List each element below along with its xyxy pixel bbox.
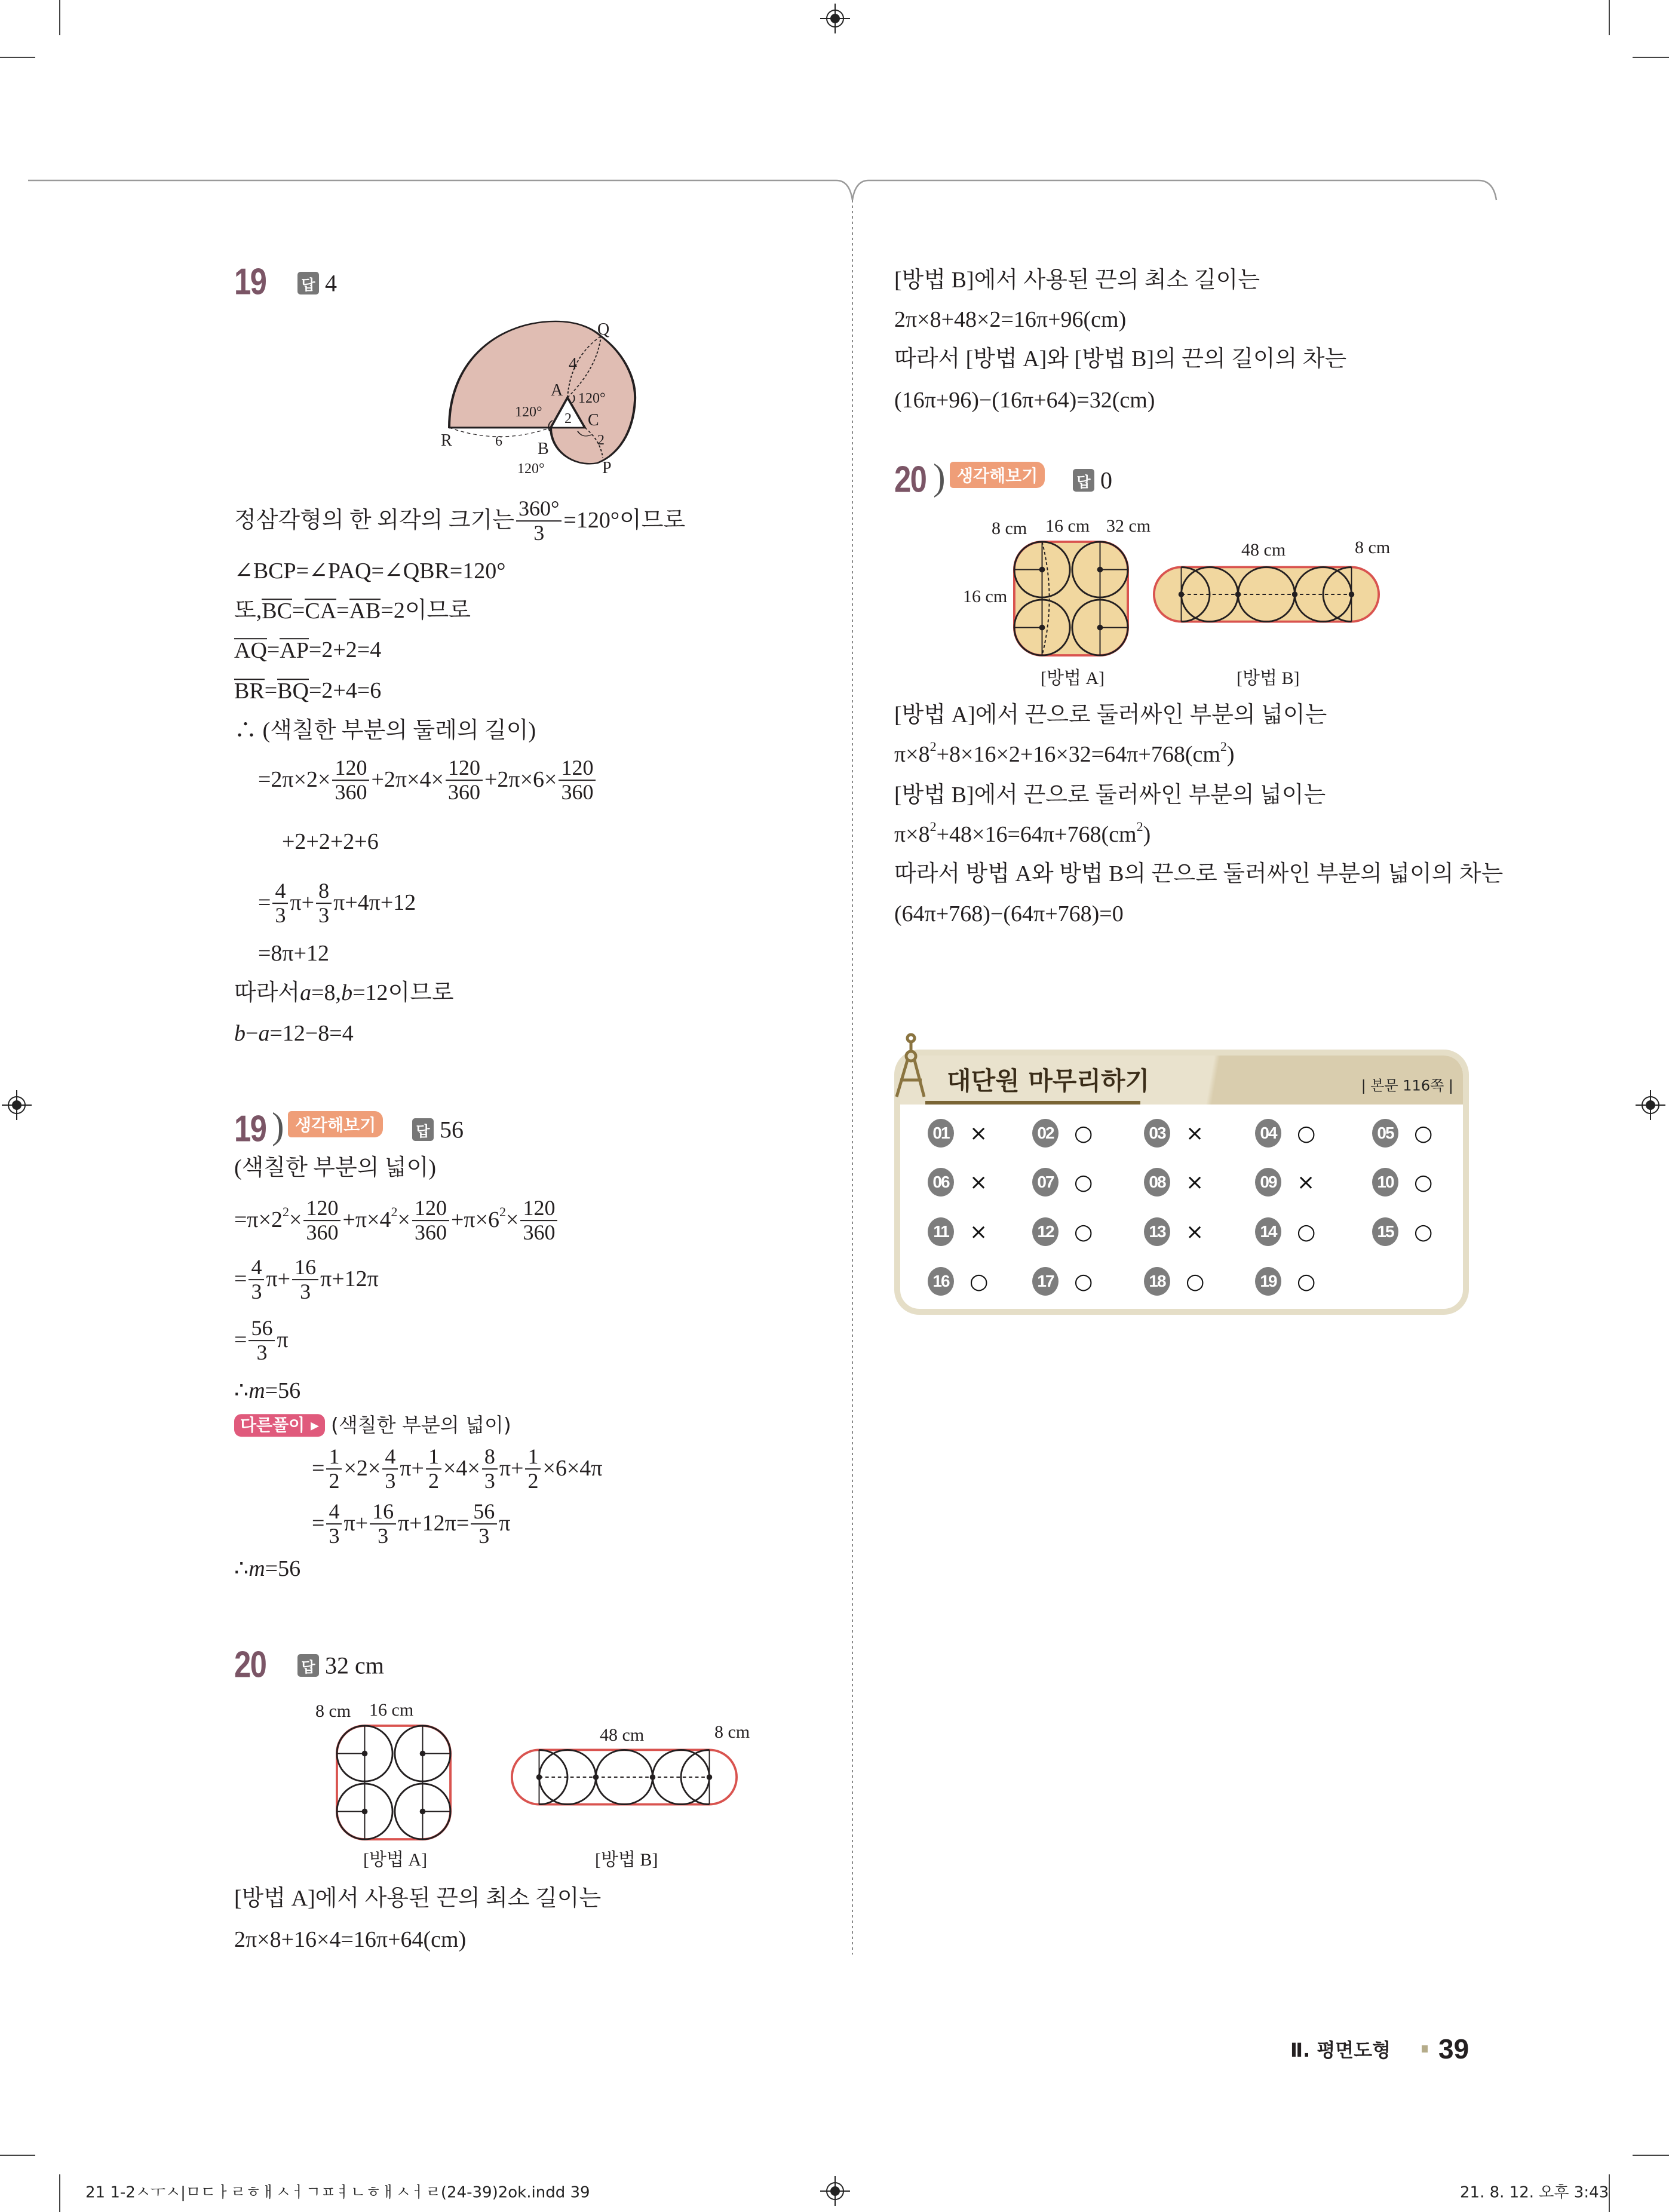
page-number: 39 <box>1438 2033 1469 2064</box>
fraction <box>303 1196 340 1244</box>
math-text: +2+2+2+6 <box>282 829 379 855</box>
math-text: π+ <box>343 1511 369 1536</box>
superscript: 2 <box>1136 818 1143 834</box>
review-item-number: 11 <box>928 1217 954 1246</box>
math-text: +2π×6× <box>484 767 557 793</box>
fraction <box>482 1445 498 1493</box>
segment-overline: AP <box>280 638 309 664</box>
answer-value: 4 <box>325 269 337 297</box>
math-text: ∴ (색칠한 부분의 둘레의 길이) <box>234 718 536 744</box>
review-answer-item <box>1144 1267 1204 1296</box>
review-answer-item <box>1144 1217 1204 1246</box>
circle-mark-icon: ○ <box>1414 1170 1433 1195</box>
review-item-number: 05 <box>1372 1119 1398 1148</box>
fraction <box>525 1445 541 1493</box>
dimension-label: 16 cm <box>1045 516 1090 536</box>
method-b-diagram <box>511 1747 738 1808</box>
math-text: 따라서 방법 A와 방법 B의 끈으로 둘러싸인 부분의 넓이의 차는 <box>894 861 1504 887</box>
fraction-numerator: 16 <box>370 1500 396 1524</box>
figure-label-angle-b: 120° <box>515 404 542 420</box>
circle-mark-icon: ○ <box>1414 1121 1433 1146</box>
math-text: +8×16×2+16×32=64π+768(cm <box>936 742 1220 768</box>
review-answer-item <box>1372 1217 1432 1246</box>
diagram-caption: [방법 A] <box>363 1850 428 1870</box>
math-text: ×2× <box>343 1456 381 1481</box>
math-text: = <box>292 598 305 624</box>
fraction-denominator: 3 <box>533 521 545 545</box>
solution-line <box>234 1885 601 1913</box>
fraction-numerator: 120 <box>332 756 369 781</box>
fraction <box>248 1256 264 1303</box>
solution-line <box>894 702 1327 729</box>
fraction-numerator: 8 <box>316 879 332 904</box>
variable: b <box>234 1021 246 1047</box>
dimension-label: 16 cm <box>369 1700 414 1720</box>
variable: b <box>341 980 353 1006</box>
cross-mark-icon: × <box>1186 1170 1204 1195</box>
review-item-number: 19 <box>1255 1267 1281 1296</box>
review-item-number: 12 <box>1032 1217 1059 1246</box>
math-text: = <box>234 1327 247 1353</box>
math-text: =2이므로 <box>381 598 471 624</box>
fraction <box>370 1500 396 1548</box>
review-answer-item <box>1032 1119 1093 1148</box>
fraction-denominator: 3 <box>251 1280 262 1303</box>
math-text: π+12π= <box>398 1511 470 1536</box>
fraction-denominator: 360 <box>523 1220 556 1244</box>
fraction-numerator: 16 <box>292 1256 318 1280</box>
variable: a <box>300 980 312 1006</box>
solution-line <box>258 756 597 804</box>
fraction-numerator: 120 <box>303 1196 340 1221</box>
question-number: 20 <box>234 1644 266 1686</box>
solution-line <box>234 1926 466 1954</box>
solution-line <box>234 1377 300 1405</box>
fraction-numerator: 120 <box>520 1196 557 1221</box>
review-title: 대단원 마무리하기 <box>947 1066 1150 1096</box>
review-answer-item <box>928 1168 987 1196</box>
solution-line <box>234 677 381 705</box>
figure-label-angle-c: 120° <box>517 461 545 477</box>
segment-overline: BC <box>262 599 292 624</box>
dimension-label: 32 cm <box>1106 516 1151 536</box>
compass-icon <box>894 1032 930 1099</box>
dimension-label: 8 cm <box>315 1701 351 1721</box>
math-text: (16π+96)−(16π+64)=32(cm) <box>894 388 1155 413</box>
review-item-number: 16 <box>928 1267 954 1296</box>
fraction-denominator: 3 <box>318 903 330 927</box>
review-item-number: 09 <box>1255 1168 1281 1196</box>
circle-mark-icon: ○ <box>1074 1219 1093 1244</box>
circle-mark-icon: ○ <box>1074 1269 1093 1294</box>
review-item-number: 14 <box>1255 1217 1281 1246</box>
math-text: [방법 A]에서 사용된 끈의 최소 길이는 <box>234 1886 602 1912</box>
fraction-numerator: 8 <box>482 1445 498 1469</box>
math-text: × <box>506 1207 519 1233</box>
fraction-denominator: 3 <box>329 1524 340 1548</box>
circle-mark-icon: ○ <box>1297 1219 1316 1244</box>
fraction <box>272 879 288 927</box>
segment-overline: CA <box>305 599 337 624</box>
think-badge: 생각해보기 <box>288 1111 383 1137</box>
review-answer-item <box>1032 1267 1093 1296</box>
fraction <box>316 879 332 927</box>
answer-badge: 답 <box>297 272 319 294</box>
math-text: π×8 <box>894 822 930 848</box>
solution-line <box>258 879 416 927</box>
fraction-numerator: 120 <box>412 1196 449 1221</box>
answer-value: 56 <box>440 1116 464 1143</box>
math-text: π <box>499 1511 511 1536</box>
review-answer-item <box>1032 1217 1093 1246</box>
review-title-underline <box>925 1101 1140 1105</box>
circle-mark-icon: ○ <box>1297 1121 1316 1146</box>
review-page-reference: | 본문 116쪽 | <box>1361 1077 1453 1094</box>
review-answer-item <box>1255 1267 1315 1296</box>
math-text: (색칠한 부분의 넓이) <box>331 1413 511 1437</box>
math-text: +2π×4× <box>371 767 444 793</box>
math-text: [방법 B]에서 사용된 끈의 최소 길이는 <box>894 268 1260 293</box>
circle-mark-icon: ○ <box>1186 1269 1205 1294</box>
solution-line <box>234 1020 354 1048</box>
print-slug-time: 21. 8. 12. 오후 3:43 <box>1460 2183 1609 2202</box>
solution-line <box>894 738 1235 769</box>
circle-mark-icon: ○ <box>1074 1121 1093 1146</box>
math-text: = <box>312 1456 325 1481</box>
separator-square <box>1422 2045 1428 2053</box>
bracket-decoration: ) <box>272 1106 284 1147</box>
math-text: ) <box>1143 822 1151 848</box>
method-a-diagram <box>336 1724 452 1841</box>
math-text: = <box>234 1266 247 1292</box>
fraction-denominator: 360 <box>561 780 594 804</box>
figure-label-q: Q <box>597 320 610 339</box>
fraction <box>516 497 562 545</box>
alternative-solution-badge: 다른풀이 ▸ <box>234 1414 325 1437</box>
fraction-numerator: 4 <box>382 1445 398 1469</box>
circle-mark-icon: ○ <box>970 1269 989 1294</box>
math-text: (색칠한 부분의 넓이) <box>234 1155 436 1181</box>
fraction <box>382 1445 398 1493</box>
chapter-review-box <box>894 1050 1469 1315</box>
math-text: = <box>266 637 280 663</box>
fraction-numerator: 120 <box>446 756 483 781</box>
answer-badge: 답 <box>297 1654 319 1677</box>
superscript: 2 <box>283 1204 290 1219</box>
fraction-denominator: 2 <box>527 1469 539 1493</box>
answer-value: 32 cm <box>325 1652 384 1679</box>
solution-line <box>894 267 1260 294</box>
math-text: =2+2=4 <box>308 637 382 663</box>
review-item-number: 07 <box>1032 1168 1059 1196</box>
review-item-number: 01 <box>928 1119 954 1148</box>
math-text: =12−8=4 <box>269 1021 354 1047</box>
circle-mark-icon: ○ <box>1074 1170 1093 1195</box>
solution-line <box>894 306 1126 334</box>
math-text: +48×16=64π+768(cm <box>936 822 1137 848</box>
fraction-numerator: 120 <box>559 756 596 781</box>
math-text: π+ <box>290 890 315 916</box>
fraction-denominator: 3 <box>256 1340 268 1364</box>
question-number: 20 <box>894 459 926 501</box>
solution-line <box>234 1317 289 1364</box>
segment-overline: AB <box>349 599 381 624</box>
math-text: 정삼각형의 한 외각의 크기는 <box>234 508 514 533</box>
math-text: [방법 A]에서 끈으로 둘러싸인 부분의 넓이는 <box>894 702 1327 728</box>
math-text: π+ <box>266 1266 291 1292</box>
dimension-label: 48 cm <box>1241 540 1286 560</box>
math-text: =8, <box>311 980 342 1006</box>
solution-line <box>312 1500 510 1548</box>
variable: a <box>258 1021 270 1047</box>
math-text: =56 <box>265 1556 301 1582</box>
variable: m <box>248 1556 265 1582</box>
cross-mark-icon: × <box>1186 1121 1204 1146</box>
fraction <box>292 1256 318 1303</box>
segment-overline: BQ <box>277 679 309 704</box>
think-badge: 생각해보기 <box>950 462 1045 488</box>
figure-label-c: C <box>588 411 599 429</box>
math-text: = <box>264 678 278 704</box>
math-text: × <box>397 1207 410 1233</box>
math-text: ∴ <box>234 1378 249 1404</box>
solution-line <box>234 558 506 585</box>
dimension-label: 48 cm <box>600 1725 645 1745</box>
answer-badge: 답 <box>412 1118 434 1141</box>
solution-line <box>234 717 536 745</box>
answer-value: 0 <box>1100 467 1112 494</box>
cross-mark-icon: × <box>1297 1170 1315 1195</box>
review-answer-item <box>1372 1119 1432 1148</box>
figure-label-len-aq: 4 <box>569 355 577 373</box>
review-item-number: 18 <box>1144 1267 1170 1296</box>
math-text: (64π+768)−(64π+768)=0 <box>894 901 1124 927</box>
math-text: π+ <box>499 1456 524 1481</box>
solution-line <box>894 901 1124 928</box>
math-text: ×6×4π <box>542 1456 603 1481</box>
solution-line <box>234 1196 559 1244</box>
solution-line <box>894 782 1326 809</box>
fraction-denominator: 3 <box>478 1524 490 1548</box>
fraction-numerator: 4 <box>248 1256 264 1280</box>
answer-badge: 답 <box>1073 469 1094 492</box>
math-text: π×8 <box>894 742 930 768</box>
math-text: =12이므로 <box>352 980 454 1006</box>
solution-line <box>234 1155 436 1182</box>
figure-label-b: B <box>538 440 549 458</box>
math-text: 2π×8+48×2=16π+96(cm) <box>894 307 1127 333</box>
math-text: = <box>336 598 349 624</box>
cross-mark-icon: × <box>1186 1219 1204 1244</box>
review-item-number: 03 <box>1144 1119 1170 1148</box>
fraction-numerator: 56 <box>248 1317 275 1341</box>
superscript: 2 <box>391 1204 398 1219</box>
math-text: =56 <box>265 1378 301 1404</box>
math-text: =120°이므로 <box>563 508 686 533</box>
fraction-denominator: 2 <box>428 1469 439 1493</box>
fraction <box>446 756 483 804</box>
fraction-denominator: 3 <box>378 1524 389 1548</box>
fraction-numerator: 1 <box>426 1445 441 1469</box>
math-text: =π×2 <box>234 1207 283 1233</box>
solution-line <box>234 637 381 664</box>
dimension-label: 8 cm <box>992 519 1027 538</box>
math-text: +π×4 <box>342 1207 391 1233</box>
math-text: =8π+12 <box>258 941 330 967</box>
fraction-denominator: 2 <box>329 1469 340 1493</box>
cross-mark-icon: × <box>970 1170 988 1195</box>
bracket-decoration: ) <box>933 457 946 498</box>
review-answer-item <box>1255 1217 1315 1246</box>
superscript: 2 <box>929 818 937 834</box>
review-item-number: 13 <box>1144 1217 1170 1246</box>
review-answer-item <box>1032 1168 1093 1196</box>
superscript: 2 <box>929 738 937 754</box>
math-text: = <box>312 1511 325 1536</box>
review-answer-item <box>1144 1168 1204 1196</box>
fraction <box>326 1500 342 1548</box>
math-text: 또, <box>234 598 262 624</box>
review-answer-item <box>1372 1168 1432 1196</box>
fraction-denominator: 3 <box>385 1469 396 1493</box>
solution-line <box>894 861 1503 888</box>
superscript: 2 <box>499 1204 507 1219</box>
fraction-denominator: 360 <box>447 780 480 804</box>
math-text: ∴ <box>234 1556 249 1582</box>
dimension-label: 16 cm <box>963 587 1008 606</box>
review-answer-item <box>1255 1119 1315 1148</box>
fraction-numerator: 4 <box>272 879 288 904</box>
fraction <box>559 756 596 804</box>
diagram-caption: [방법 B] <box>1237 668 1300 688</box>
solution-line <box>894 346 1346 373</box>
fraction-numerator: 4 <box>326 1500 342 1524</box>
method-a-diagram <box>1013 541 1129 656</box>
math-text: − <box>246 1021 259 1047</box>
fraction-numerator: 1 <box>326 1445 342 1469</box>
circle-mark-icon: ○ <box>1414 1219 1433 1244</box>
fraction-numerator: 1 <box>525 1445 541 1469</box>
fraction-denominator: 360 <box>306 1220 339 1244</box>
review-item-number: 06 <box>928 1168 954 1196</box>
review-item-number: 04 <box>1255 1119 1281 1148</box>
solution-line <box>894 387 1155 415</box>
solution-line <box>234 497 685 545</box>
fraction-denominator: 3 <box>300 1280 311 1303</box>
figure-label-angle-a: 120° <box>578 391 606 406</box>
review-item-number: 17 <box>1032 1267 1059 1296</box>
solution-line <box>234 1413 511 1437</box>
variable: m <box>248 1378 265 1404</box>
solution-line <box>234 1556 300 1583</box>
review-item-number: 15 <box>1372 1217 1398 1246</box>
math-text: ) <box>1226 742 1235 768</box>
math-text: =2π×2× <box>258 767 331 793</box>
math-text: 2π×8+16×4=16π+64(cm) <box>234 1927 467 1953</box>
review-answer-item <box>1144 1119 1204 1148</box>
math-text: ∠BCP=∠PAQ=∠QBR=120° <box>234 559 506 584</box>
math-text: 따라서 <box>234 980 300 1006</box>
math-text: π <box>277 1327 289 1353</box>
dimension-label: 8 cm <box>714 1722 750 1742</box>
fraction <box>426 1445 441 1493</box>
figure-label-a: A <box>551 381 563 400</box>
fraction <box>412 1196 449 1244</box>
fraction-denominator: 360 <box>335 780 367 804</box>
solution-line <box>234 597 471 625</box>
cross-mark-icon: × <box>970 1121 988 1146</box>
solution-line <box>234 980 454 1007</box>
review-item-number: 10 <box>1372 1168 1398 1196</box>
review-answer-item <box>928 1217 987 1246</box>
math-text: = <box>258 890 271 916</box>
superscript: 2 <box>1220 738 1227 754</box>
solution-line <box>312 1445 602 1493</box>
question-number: 19 <box>234 1108 266 1150</box>
question-number: 19 <box>234 261 266 303</box>
solution-line <box>234 1256 379 1303</box>
figure-label-r: R <box>441 431 452 450</box>
solution-line <box>894 818 1151 849</box>
chapter-label: Ⅱ. 평면도형 <box>1290 2039 1391 2061</box>
fraction-numerator: 360° <box>516 497 562 521</box>
cross-mark-icon: × <box>970 1219 988 1244</box>
review-answer-item <box>928 1119 987 1148</box>
figure-label-len-cp: 2 <box>597 432 605 448</box>
dimension-label: 8 cm <box>1355 538 1391 557</box>
print-slug-file: 21 1-2ㅅㅜㅅ|ㅁㄷㅏㄹㅎㅐㅅㅓㄱㅍㅕㄴㅎㅐㅅㅓㄹ(24-39)2ok.indd 39 <box>85 2183 590 2202</box>
fraction <box>332 756 369 804</box>
solution-line <box>282 829 379 856</box>
fraction <box>248 1317 275 1364</box>
method-b-diagram <box>1153 564 1380 624</box>
math-text: +π×6 <box>450 1207 500 1233</box>
fraction-numerator: 56 <box>471 1500 497 1524</box>
fraction-denominator: 3 <box>484 1469 495 1493</box>
circle-mark-icon: ○ <box>1297 1269 1316 1294</box>
review-item-number: 08 <box>1144 1168 1170 1196</box>
math-text: [방법 B]에서 끈으로 둘러싸인 부분의 넓이는 <box>894 783 1326 808</box>
math-text: × <box>289 1207 302 1233</box>
solution-line <box>258 940 329 968</box>
review-answer-item <box>928 1267 988 1296</box>
math-text: π+4π+12 <box>333 890 416 916</box>
math-text: π+12π <box>320 1266 379 1292</box>
q19-figure <box>0 0 777 490</box>
math-text: π+ <box>400 1456 424 1481</box>
figure-label-p: P <box>602 459 612 477</box>
fraction-denominator: 3 <box>275 903 286 927</box>
math-text: ×4× <box>443 1456 480 1481</box>
diagram-caption: [방법 A] <box>1041 668 1105 688</box>
fraction <box>471 1500 497 1548</box>
review-answer-item <box>1255 1168 1315 1196</box>
diagram-caption: [방법 B] <box>595 1850 658 1870</box>
figure-label-side: 2 <box>564 411 572 427</box>
fraction-denominator: 360 <box>414 1220 447 1244</box>
segment-overline: AQ <box>234 638 267 664</box>
fraction <box>326 1445 342 1493</box>
math-text: =2+4=6 <box>308 678 382 704</box>
review-item-number: 02 <box>1032 1119 1059 1148</box>
segment-overline: BR <box>234 679 265 704</box>
fraction <box>520 1196 557 1244</box>
math-text: 따라서 [방법 A]와 [방법 B]의 끈의 길이의 차는 <box>894 346 1347 372</box>
figure-label-len-br: 6 <box>495 434 502 449</box>
